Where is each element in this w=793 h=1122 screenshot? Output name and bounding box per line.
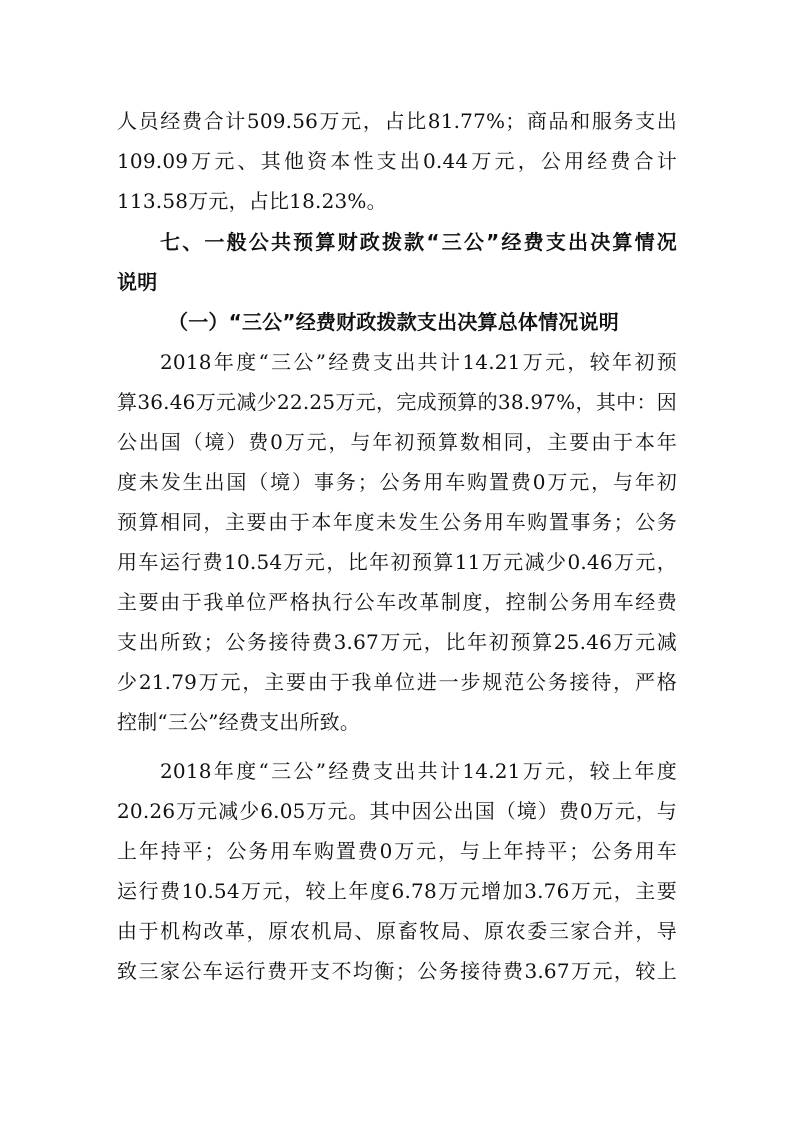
paragraph-line: 度未发生出国（境）事务；公务用车购置费0万元，与年初 [117, 470, 677, 494]
paragraph-line: 2018年度“三公”经费支出共计14.21万元，较上年度 [160, 759, 677, 783]
paragraph-line: 2018年度“三公”经费支出共计14.21万元，较年初预 [160, 350, 677, 374]
section-heading-continued: 说明 [117, 270, 158, 294]
paragraph-line: 算36.46万元减少22.25万元，完成预算的38.97%，其中：因 [117, 390, 677, 414]
paragraph-line: 预算相同，主要由于本年度未发生公务用车购置事务；公务 [117, 510, 677, 534]
paragraph-line: 支出所致；公务接待费3.67万元，比年初预算25.46万元减 [117, 630, 677, 654]
paragraph-line: 113.58万元，占比18.23%。 [117, 189, 387, 213]
paragraph-line: 人员经费合计509.56万元，占比81.77%；商品和服务支出 [117, 109, 677, 133]
paragraph-line: 由于机构改革，原农机局、原畜牧局、原农委三家合并，导 [117, 919, 677, 943]
paragraph-line: 少21.79万元，主要由于我单位进一步规范公务接待，严格 [117, 670, 677, 694]
paragraph-line: 109.09万元、其他资本性支出0.44万元，公用经费合计 [117, 149, 677, 173]
paragraph-line: 运行费10.54万元，较上年度6.78万元增加3.76万元，主要 [117, 879, 677, 903]
paragraph-line: 用车运行费10.54万元，比年初预算11万元减少0.46万元， [117, 550, 677, 574]
paragraph-line: 公出国（境）费0万元，与年初预算数相同，主要由于本年 [117, 430, 677, 454]
paragraph-line: 主要由于我单位严格执行公车改革制度，控制公务用车经费 [117, 590, 677, 614]
paragraph-line: 20.26万元减少6.05万元。其中因公出国（境）费0万元，与 [117, 799, 677, 823]
paragraph-line: 致三家公车运行费开支不均衡；公务接待费3.67万元，较上 [117, 959, 677, 983]
subsection-heading: （一）“三公”经费财政拨款支出决算总体情况说明 [168, 310, 619, 334]
section-heading: 七、一般公共预算财政拨款“三公”经费支出决算情况 [160, 230, 677, 254]
paragraph-line: 控制“三公”经费支出所致。 [117, 710, 361, 734]
paragraph-line: 上年持平；公务用车购置费0万元，与上年持平；公务用车 [117, 839, 677, 863]
